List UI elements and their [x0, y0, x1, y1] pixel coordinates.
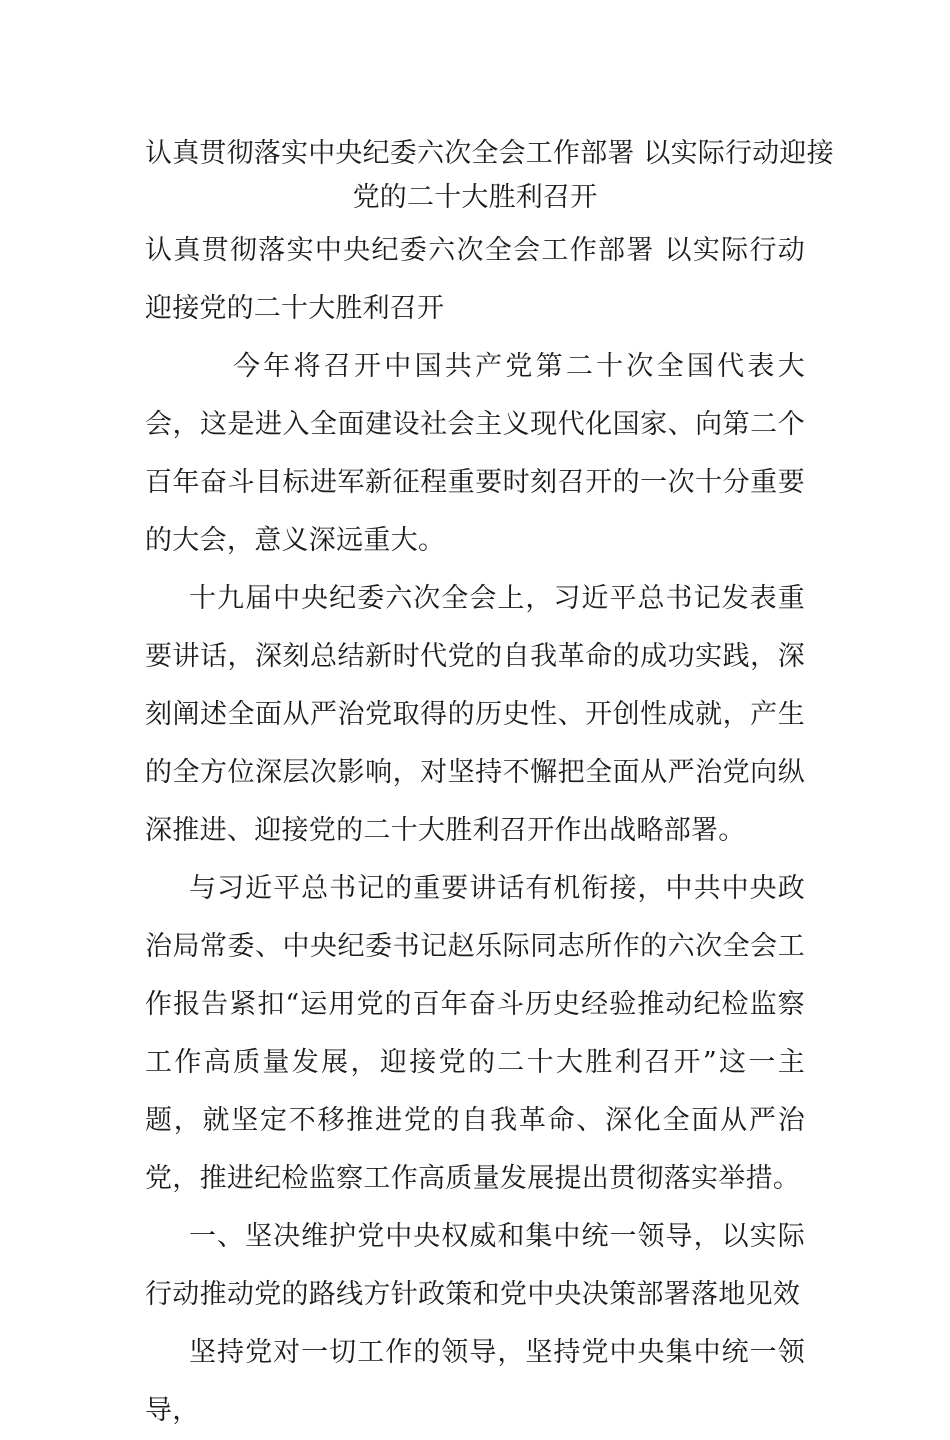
speech-paragraph: 十九届中央纪委六次全会上，习近平总书记发表重要讲话，深刻总结新时代党的自我革命的成功实践，深刻阐述全面从严治党取得的历史性、开创性成就，产生的全方位深层次影响，对坚持不懈把全面从严治党向纵深推进、迎接党的二十大胜利召开作出战略部署。: [145, 583, 805, 846]
title-line-1: 认真贯彻落实中央纪委六次全会工作部署 以实际行动迎接: [145, 138, 834, 169]
title-line-2: 党的二十大胜利召开: [352, 182, 598, 213]
section-heading-1: 一、坚决维护党中央权威和集中统一领导，以实际行动推动党的路线方针政策和党中央决策部署落地见效: [145, 1221, 805, 1310]
intro-paragraph: 今年将召开中国共产党第二十次全国代表大会，这是进入全面建设社会主义现代化国家、向第二个百年奋斗目标进军新征程重要时刻召开的一次十分重要的大会，意义深远重大。: [145, 351, 805, 556]
document-page: [145, 0, 834, 1426]
document-body: [145, 222, 805, 1440]
document-title: [145, 132, 834, 220]
report-paragraph: 与习近平总书记的重要讲话有机衔接，中共中央政治局常委、中央纪委书记赵乐际同志所作的六次全会工作报告紧扣“运用党的百年奋斗历史经验推动纪检监察工作高质量发展，迎接党的二十大胜利召开”这一主题，就坚定不移推进党的自我革命、深化全面从严治党，推进纪检监察工作高质量发展提出贯彻落实举措。: [145, 873, 805, 1194]
section-1-paragraph: 坚持党对一切工作的领导，坚持党中央集中统一领导，: [145, 1337, 805, 1426]
repeated-title-paragraph: 认真贯彻落实中央纪委六次全会工作部署 以实际行动迎接党的二十大胜利召开: [145, 235, 805, 324]
